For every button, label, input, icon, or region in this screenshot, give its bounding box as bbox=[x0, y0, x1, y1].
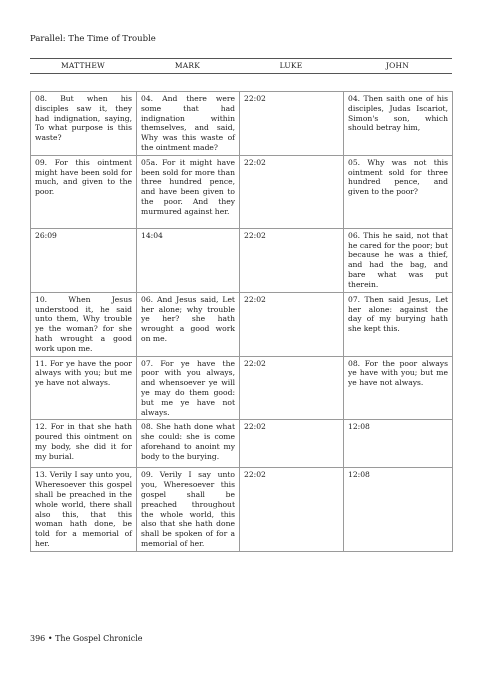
cell-luke: 22:02 bbox=[240, 228, 344, 292]
cell-luke: 22:02 bbox=[240, 420, 344, 468]
table-row bbox=[31, 228, 453, 292]
cell-matthew: 10. When Jesus understood it, he said unto them, Why trouble ye the woman? for she hath wrought a good work upon me. bbox=[31, 292, 137, 356]
table-row bbox=[31, 356, 453, 420]
cell-mark: 08. She hath done what she could: she is come aforehand to anoint my body to the burying. bbox=[137, 420, 240, 468]
cell-mark: 05a. For it might have been sold for more than three hundred pence, and have been given to the poor. And they murmured against her. bbox=[137, 155, 240, 228]
column-header-luke: LUKE bbox=[279, 61, 303, 70]
cell-matthew: 08. But when his disciples saw it, they had indignation, saying, To what purpose is this waste? bbox=[31, 92, 137, 156]
page-footer: 396 • The Gospel Chronicle bbox=[30, 634, 143, 643]
cell-mark: 06. And Jesus said, Let her alone; why trouble ye her? she hath wrought a good work on me. bbox=[137, 292, 240, 356]
cell-john: 12:08 bbox=[344, 420, 453, 468]
page-title: Parallel: The Time of Trouble bbox=[30, 34, 156, 44]
cell-john: 05. Why was not this ointment sold for three hundred pence, and given to the poor? bbox=[344, 155, 453, 228]
cell-matthew: 09. For this ointment might have been sold for much, and given to the poor. bbox=[31, 155, 137, 228]
cell-john: 08. For the poor always ye have with you; but me ye have not always. bbox=[344, 356, 453, 420]
cell-luke: 22:02 bbox=[240, 468, 344, 551]
table-row bbox=[31, 468, 453, 551]
column-header-matthew: MATTHEW bbox=[61, 61, 105, 70]
cell-john: 12:08 bbox=[344, 468, 453, 551]
cell-john: 06. This he said, not that he cared for the poor; but because he was a thief, and had the bag, and bare what was put therein. bbox=[344, 228, 453, 292]
parallel-table bbox=[30, 91, 453, 552]
table-row bbox=[31, 420, 453, 468]
table-row bbox=[31, 292, 453, 356]
table-row bbox=[31, 155, 453, 228]
cell-john: 04. Then saith one of his disciples, Judas Iscariot, Simon's son, which should betray him, bbox=[344, 92, 453, 156]
column-header-mark: MARK bbox=[174, 61, 201, 70]
column-header-john: JOHN bbox=[385, 61, 410, 70]
cell-mark: 07. For ye have the poor with you always, and whensoever ye will ye may do them good: but me ye have not always. bbox=[137, 356, 240, 420]
cell-luke: 22:02 bbox=[240, 292, 344, 356]
cell-mark: 09. Verily I say unto you, Wheresoever this gospel shall be preached throughout the whole world, this also that she hath done shall be spoken of for a memorial of her. bbox=[137, 468, 240, 551]
cell-mark: 14:04 bbox=[137, 228, 240, 292]
cell-mark: 04. And there were some that had indignation within themselves, and said, Why was this waste of the ointment made? bbox=[137, 92, 240, 156]
cell-luke: 22:02 bbox=[240, 356, 344, 420]
cell-luke: 22:02 bbox=[240, 92, 344, 156]
cell-luke: 22:02 bbox=[240, 155, 344, 228]
table-row bbox=[31, 92, 453, 156]
column-header-row bbox=[30, 58, 452, 74]
cell-matthew: 12. For in that she hath poured this ointment on my body, she did it for my burial. bbox=[31, 420, 137, 468]
cell-matthew: 26:09 bbox=[31, 228, 137, 292]
cell-john: 07. Then said Jesus, Let her alone: against the day of my burying hath she kept this. bbox=[344, 292, 453, 356]
cell-matthew: 13. Verily I say unto you, Wheresoever this gospel shall be preached in the whole world, there shall also this, that this woman hath done, be told for a memorial of her. bbox=[31, 468, 137, 551]
cell-matthew: 11. For ye have the poor always with you; but me ye have not always. bbox=[31, 356, 137, 420]
